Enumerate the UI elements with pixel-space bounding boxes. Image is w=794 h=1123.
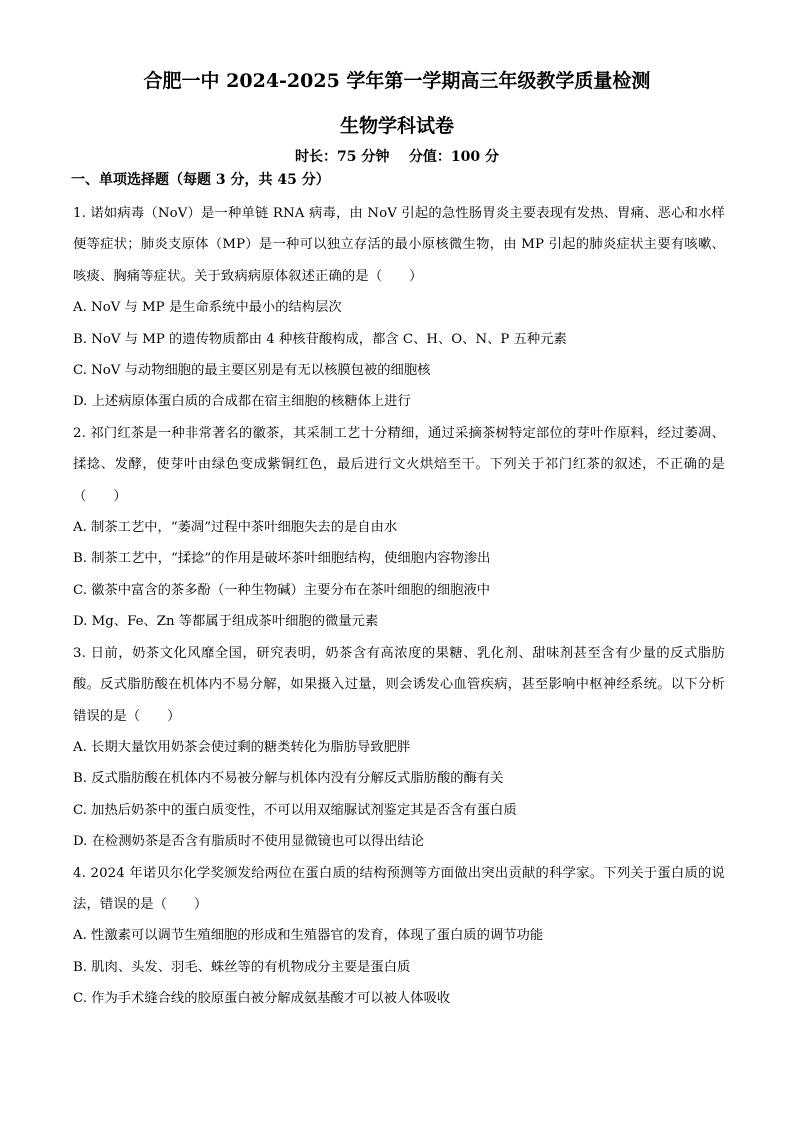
option-c: C. NoV 与动物细胞的最主要区别是有无以核膜包被的细胞核 xyxy=(73,363,431,379)
option-a: A. 制茶工艺中，“萎凋”过程中茶叶细胞失去的是自由水 xyxy=(73,520,398,536)
question-list xyxy=(73,198,725,1015)
option-b: B. 肌肉、头发、羽毛、蛛丝等的有机物成分主要是蛋白质 xyxy=(73,959,411,975)
exam-meta xyxy=(0,147,794,167)
option-a: A. 长期大量饮用奶茶会使过剩的糖类转化为脂肪导致肥胖 xyxy=(73,739,411,755)
question-4 xyxy=(73,858,725,1015)
option-d: D. 上述病原体蛋白质的合成都在宿主细胞的核糖体上进行 xyxy=(73,394,411,410)
question-1 xyxy=(73,198,725,418)
exam-duration: 时长：75 分钟 xyxy=(295,149,390,165)
option-d: D. Mg、Fe、Zn 等都属于组成茶叶细胞的微量元素 xyxy=(73,614,379,630)
exam-title: 合肥一中 2024-2025 学年第一学期高三年级教学质量检测 xyxy=(143,70,651,92)
option-b: B. 制茶工艺中，“揉捻”的作用是破坏茶叶细胞结构，使细胞内容物渗出 xyxy=(73,551,491,567)
option-c: C. 加热后奶茶中的蛋白质变性，不可以用双缩脲试剂鉴定其是否含有蛋白质 xyxy=(73,802,517,818)
question-stem: 2. 祁门红茶是一种非常著名的徽茶，其采制工艺十分精细，通过采摘茶树特定部位的芽叶作原料，经过萎凋、揉捻、发酵，使芽叶由绿色变成紫铜红色，最后进行文火烘焙至干。下列关于祁门红茶的叙述，不正确的是（ ） xyxy=(73,425,725,504)
option-c: C. 徽茶中富含的茶多酚（一种生物碱）主要分布在茶叶细胞的细胞液中 xyxy=(73,582,491,598)
option-b: B. NoV 与 MP 的遗传物质都由 4 种核苷酸构成，都含 C、H、O、N、P 五种元素 xyxy=(73,331,567,347)
section-title: 一、单项选择题（每题 3 分，共 45 分） xyxy=(71,172,330,188)
question-stem: 3. 日前，奶茶文化风靡全国，研究表明，奶茶含有高浓度的果糖、乳化剂、甜味剂甚至含有少量的反式脂肪酸。反式脂肪酸在机体内不易分解，如果摄入过量，则会诱发心血管疾病，甚至影响中枢神经系统。以下分析错误的是（ ） xyxy=(73,645,725,724)
option-a: A. NoV 与 MP 是生命系统中最小的结构层次 xyxy=(73,300,342,316)
option-d: D. 在检测奶茶是否含有脂质时不使用显微镜也可以得出结论 xyxy=(73,834,425,850)
question-2 xyxy=(73,418,725,638)
option-a: A. 性激素可以调节生殖细胞的形成和生殖器官的发育，体现了蛋白质的调节功能 xyxy=(73,928,544,944)
question-3 xyxy=(73,638,725,858)
question-stem: 1. 诺如病毒（NoV）是一种单链 RNA 病毒，由 NoV 引起的急性肠胃炎主要表现有发热、胃痛、恶心和水样便等症状；肺炎支原体（MP）是一种可以独立存活的最小原核微生物，由 MP 引起的肺炎症状主要有咳嗽、咳痰、胸痛等症状。关于致病病原体叙述正确的是（ ） xyxy=(73,206,725,284)
question-stem: 4. 2024 年诺贝尔化学奖颁发给两位在蛋白质的结构预测等方面做出突出贡献的科学家。下列关于蛋白质的说法，错误的是（ ） xyxy=(73,865,725,912)
option-b: B. 反式脂肪酸在机体内不易被分解与机体内没有分解反式脂肪酸的酶有关 xyxy=(73,771,504,787)
exam-subtitle: 生物学科试卷 xyxy=(339,115,454,137)
exam-score: 分值：100 分 xyxy=(408,149,499,165)
option-c: C. 作为手术缝合线的胶原蛋白被分解成氨基酸才可以被人体吸收 xyxy=(73,991,451,1007)
